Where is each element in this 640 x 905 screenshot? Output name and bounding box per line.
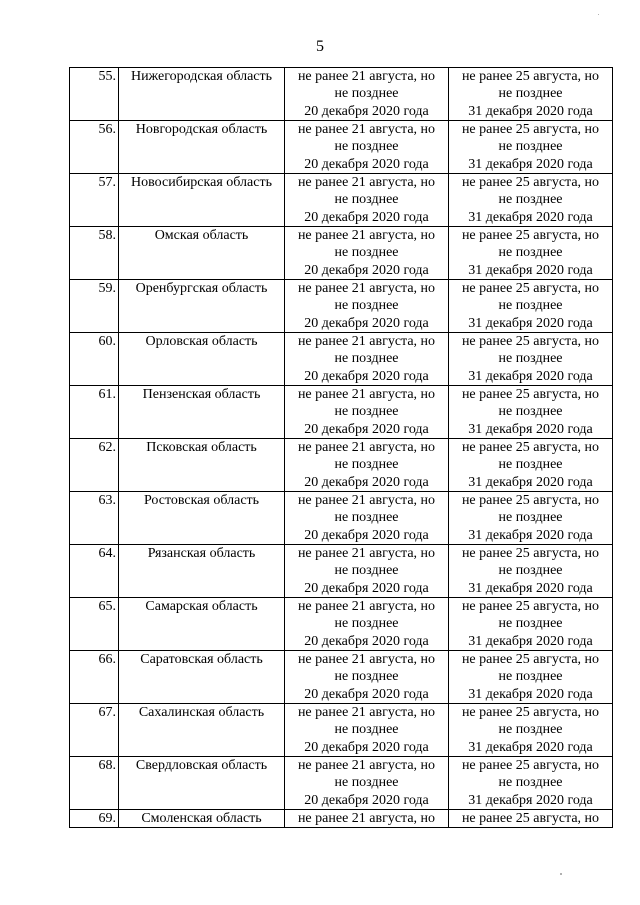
date-range-end-cell (449, 227, 613, 280)
date-range-start-cell (285, 545, 449, 598)
date-text-line: не ранее 25 августа, но (461, 652, 600, 667)
row-number: 63. (70, 492, 119, 545)
date-text-line: не ранее 21 августа, но (297, 705, 436, 720)
date-text-line: 20 декабря 2020 года (304, 686, 429, 702)
date-text-line: не ранее 21 августа, но (297, 387, 436, 402)
table-row (70, 121, 613, 174)
date-range-start-cell (285, 121, 449, 174)
date-text-line: не ранее 21 августа, но (297, 175, 436, 190)
date-range-start-cell (285, 757, 449, 810)
table-row (70, 757, 613, 810)
date-range-end-cell (449, 386, 613, 439)
date-text-line: не ранее 25 августа, но (461, 175, 600, 190)
date-text-line: не позднее (334, 616, 399, 632)
date-text-line: 20 декабря 2020 года (304, 474, 429, 490)
date-text-line: не позднее (334, 139, 399, 155)
row-number: 57. (70, 174, 119, 227)
date-text-line: не позднее (498, 510, 563, 526)
region-name: Орловская область (119, 333, 285, 386)
table-row (70, 545, 613, 598)
date-text-line: 20 декабря 2020 года (304, 103, 429, 119)
table-row (70, 492, 613, 545)
date-text-line: 31 декабря 2020 года (468, 421, 593, 437)
date-text-line: 20 декабря 2020 года (304, 262, 429, 278)
date-range-end-cell (449, 121, 613, 174)
date-range-start-cell (285, 68, 449, 121)
date-text-line: 31 декабря 2020 года (468, 209, 593, 225)
date-text-line: не позднее (498, 192, 563, 208)
regions-table (69, 67, 613, 828)
date-text-line: 31 декабря 2020 года (468, 262, 593, 278)
date-range-start-cell (285, 810, 449, 828)
date-range-start-cell (285, 598, 449, 651)
date-text-line: 20 декабря 2020 года (304, 315, 429, 331)
date-text-line: 31 декабря 2020 года (468, 474, 593, 490)
date-text-line: не позднее (498, 775, 563, 791)
date-range-start-cell (285, 386, 449, 439)
date-range-start-cell (285, 651, 449, 704)
date-text-line: не позднее (334, 669, 399, 685)
date-text-line: не позднее (334, 563, 399, 579)
table-row (70, 386, 613, 439)
date-text-line: не ранее 21 августа, но (297, 546, 436, 561)
table-row (70, 333, 613, 386)
date-text-line: не позднее (498, 139, 563, 155)
date-text-line: не ранее 25 августа, но (461, 281, 600, 296)
date-text-line: не позднее (334, 510, 399, 526)
date-text-line: не позднее (334, 457, 399, 473)
date-range-start-cell (285, 280, 449, 333)
date-text-line: не позднее (498, 669, 563, 685)
date-text-line: не позднее (498, 86, 563, 102)
date-text-line: 20 декабря 2020 года (304, 368, 429, 384)
region-name: Самарская область (119, 598, 285, 651)
date-text-line: не ранее 21 августа, но (297, 334, 436, 349)
date-text-line: 31 декабря 2020 года (468, 633, 593, 649)
region-name: Псковская область (119, 439, 285, 492)
date-text-line: не позднее (498, 616, 563, 632)
row-number: 62. (70, 439, 119, 492)
table-row (70, 704, 613, 757)
date-text-line: не позднее (498, 245, 563, 261)
date-range-end-cell (449, 757, 613, 810)
table-row (70, 174, 613, 227)
date-text-line: 31 декабря 2020 года (468, 686, 593, 702)
date-text-line: 31 декабря 2020 года (468, 580, 593, 596)
row-number: 56. (70, 121, 119, 174)
date-text-line: не позднее (334, 192, 399, 208)
date-range-start-cell (285, 492, 449, 545)
row-number: 65. (70, 598, 119, 651)
table-row (70, 439, 613, 492)
date-text-line: не позднее (498, 351, 563, 367)
date-range-end-cell (449, 651, 613, 704)
region-name: Оренбургская область (119, 280, 285, 333)
scan-speck (560, 873, 562, 875)
region-name: Новосибирская область (119, 174, 285, 227)
row-number: 60. (70, 333, 119, 386)
date-text-line: не позднее (498, 722, 563, 738)
date-text-line: не позднее (334, 722, 399, 738)
date-text-line: 31 декабря 2020 года (468, 739, 593, 755)
date-range-end-cell (449, 333, 613, 386)
date-text-line: 20 декабря 2020 года (304, 209, 429, 225)
table-row (70, 598, 613, 651)
date-text-line: не ранее 21 августа, но (297, 652, 436, 667)
date-range-end-cell (449, 545, 613, 598)
row-number: 55. (70, 68, 119, 121)
region-name: Ростовская область (119, 492, 285, 545)
region-name: Саратовская область (119, 651, 285, 704)
date-range-start-cell (285, 333, 449, 386)
row-number: 67. (70, 704, 119, 757)
date-text-line: 20 декабря 2020 года (304, 421, 429, 437)
date-text-line: не позднее (334, 86, 399, 102)
region-name: Новгородская область (119, 121, 285, 174)
date-text-line: 20 декабря 2020 года (304, 527, 429, 543)
date-text-line: не ранее 25 августа, но (461, 493, 600, 508)
region-name: Сахалинская область (119, 704, 285, 757)
date-text-line: не ранее 25 августа, но (461, 122, 600, 137)
date-text-line: 31 декабря 2020 года (468, 315, 593, 331)
date-text-line: не позднее (498, 298, 563, 314)
date-range-end-cell (449, 492, 613, 545)
date-range-end-cell (449, 174, 613, 227)
table-row (70, 227, 613, 280)
row-number: 64. (70, 545, 119, 598)
date-range-end-cell (449, 280, 613, 333)
date-text-line: не ранее 21 августа, но (297, 811, 436, 826)
region-name: Омская область (119, 227, 285, 280)
date-text-line: 31 декабря 2020 года (468, 156, 593, 172)
date-text-line: не ранее 25 августа, но (461, 69, 600, 84)
date-text-line: 20 декабря 2020 года (304, 633, 429, 649)
region-name: Смоленская область (119, 810, 285, 828)
date-range-start-cell (285, 227, 449, 280)
table-row (70, 651, 613, 704)
date-range-start-cell (285, 704, 449, 757)
date-text-line: не ранее 25 августа, но (461, 546, 600, 561)
date-text-line: не позднее (334, 775, 399, 791)
date-text-line: не ранее 21 августа, но (297, 599, 436, 614)
table-row (70, 810, 613, 828)
date-text-line: не позднее (334, 245, 399, 261)
date-range-end-cell (449, 439, 613, 492)
date-text-line: 20 декабря 2020 года (304, 580, 429, 596)
row-number: 66. (70, 651, 119, 704)
date-text-line: не ранее 25 августа, но (461, 758, 600, 773)
date-text-line: 31 декабря 2020 года (468, 103, 593, 119)
page-number: 5 (316, 38, 324, 55)
date-range-start-cell (285, 174, 449, 227)
date-range-start-cell (285, 439, 449, 492)
date-text-line: не ранее 25 августа, но (461, 228, 600, 243)
date-text-line: 20 декабря 2020 года (304, 156, 429, 172)
date-text-line: не ранее 25 августа, но (461, 811, 600, 826)
date-text-line: не ранее 21 августа, но (297, 758, 436, 773)
region-name: Свердловская область (119, 757, 285, 810)
date-text-line: не позднее (498, 404, 563, 420)
table-row (70, 68, 613, 121)
region-name: Рязанская область (119, 545, 285, 598)
date-range-end-cell (449, 704, 613, 757)
row-number: 68. (70, 757, 119, 810)
date-range-end-cell (449, 598, 613, 651)
date-text-line: не ранее 21 августа, но (297, 281, 436, 296)
row-number: 61. (70, 386, 119, 439)
table-row (70, 280, 613, 333)
date-text-line: 31 декабря 2020 года (468, 792, 593, 808)
date-text-line: не ранее 25 августа, но (461, 334, 600, 349)
date-text-line: не ранее 21 августа, но (297, 493, 436, 508)
row-number: 69. (70, 810, 119, 828)
row-number: 59. (70, 280, 119, 333)
table-body (70, 68, 613, 828)
date-text-line: не ранее 21 августа, но (297, 228, 436, 243)
date-text-line: не позднее (498, 563, 563, 579)
row-number: 58. (70, 227, 119, 280)
date-text-line: не ранее 21 августа, но (297, 440, 436, 455)
date-text-line: не позднее (498, 457, 563, 473)
date-text-line: не ранее 25 августа, но (461, 387, 600, 402)
date-text-line: не ранее 25 августа, но (461, 440, 600, 455)
date-text-line: не ранее 25 августа, но (461, 599, 600, 614)
date-text-line: не ранее 21 августа, но (297, 69, 436, 84)
date-text-line: не ранее 21 августа, но (297, 122, 436, 137)
region-name: Нижегородская область (119, 68, 285, 121)
scan-speck (598, 14, 599, 15)
date-text-line: 20 декабря 2020 года (304, 792, 429, 808)
region-name: Пензенская область (119, 386, 285, 439)
date-text-line: не ранее 25 августа, но (461, 705, 600, 720)
date-text-line: 31 декабря 2020 года (468, 368, 593, 384)
date-range-end-cell (449, 810, 613, 828)
date-range-end-cell (449, 68, 613, 121)
date-text-line: не позднее (334, 351, 399, 367)
date-text-line: не позднее (334, 298, 399, 314)
date-text-line: не позднее (334, 404, 399, 420)
date-text-line: 31 декабря 2020 года (468, 527, 593, 543)
date-text-line: 20 декабря 2020 года (304, 739, 429, 755)
